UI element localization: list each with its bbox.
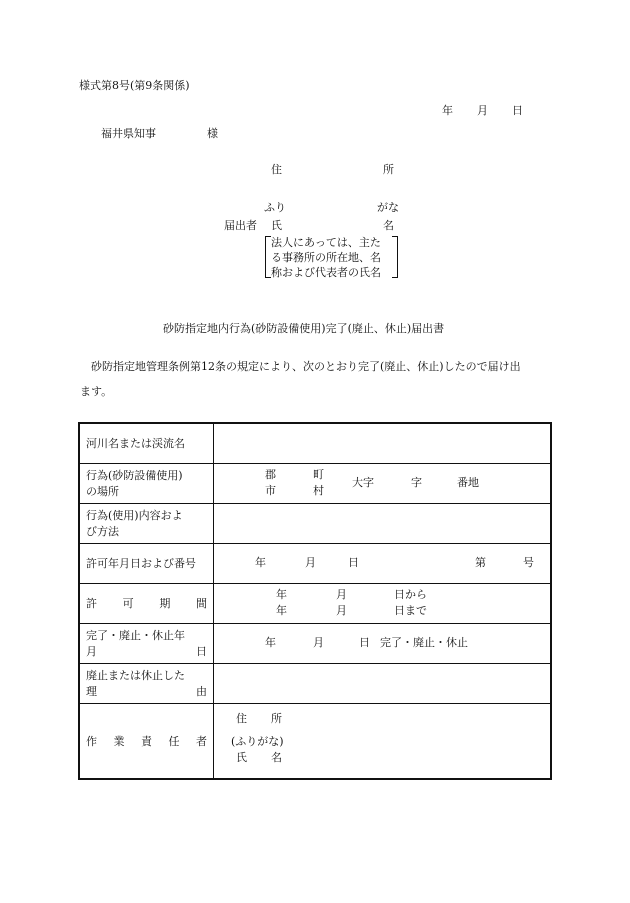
permit-period-value-cell[interactable] <box>214 583 552 623</box>
river-name-label-cell <box>79 423 214 463</box>
river-name-value-cell[interactable] <box>214 423 552 463</box>
table-row <box>79 423 551 463</box>
shi-label: 市 <box>265 483 276 497</box>
name-label-left: 氏 <box>271 219 282 232</box>
completion-date-value-cell[interactable] <box>214 623 552 663</box>
period-to-month-label: 月 <box>336 603 347 617</box>
table-row <box>79 463 551 503</box>
permit-period-label-cell <box>79 583 214 623</box>
supervisor-address-b: 所 <box>271 711 282 725</box>
name-label-right: 名 <box>383 219 394 232</box>
document-title: 砂防指定地内行為(砂防設備使用)完了(廃止、休止)届出書 <box>163 322 445 335</box>
oaza-label: 大字 <box>352 475 374 489</box>
location-label-cell <box>79 463 214 503</box>
table-row <box>79 543 551 583</box>
reason-label: 廃止または休止した 理 由 <box>86 669 207 698</box>
period-to-label: 日まで <box>394 603 427 617</box>
furigana-label-right: がな <box>377 201 399 214</box>
completion-day-label: 日 <box>359 635 370 649</box>
permit-month-label: 月 <box>305 555 316 569</box>
date-year-label: 年 <box>442 104 453 117</box>
permit-go-label: 号 <box>523 555 534 569</box>
body-text-line-2: ます。 <box>80 385 113 398</box>
mura-label: 村 <box>313 483 324 497</box>
period-to-year-label: 年 <box>276 603 287 617</box>
supervisor-address-a: 住 <box>236 711 247 725</box>
supervisor-label-cell <box>79 703 214 779</box>
form-number: 様式第8号(第9条関係) <box>79 79 190 92</box>
location-value-cell[interactable] <box>214 463 552 503</box>
furigana-label-left: ふり <box>264 201 286 214</box>
table-row <box>79 623 551 663</box>
aza-label: 字 <box>411 475 422 489</box>
honorific: 様 <box>207 127 218 140</box>
period-from-label: 日から <box>394 587 427 601</box>
table-row <box>79 663 551 703</box>
supervisor-label: 作 業 責 任 者 <box>86 734 207 748</box>
date-month-label: 月 <box>477 104 488 117</box>
supervisor-name-a: 氏 <box>236 750 247 764</box>
completion-month-label: 月 <box>313 635 324 649</box>
table-row <box>79 703 551 779</box>
content-label-cell <box>79 503 214 543</box>
river-name-label: 河川名または渓流名 <box>86 437 185 451</box>
permit-date-value-cell[interactable] <box>214 543 552 583</box>
corporate-note-line-1: 法人にあっては、主た <box>271 236 381 249</box>
permit-period-label: 許 可 期 間 <box>86 597 207 610</box>
completion-year-label: 年 <box>265 635 276 649</box>
table-row <box>79 503 551 543</box>
completion-date-label-cell <box>79 623 214 663</box>
period-from-month-label: 月 <box>336 587 347 601</box>
permit-year-label: 年 <box>255 555 266 569</box>
completion-status-label: 完了・廃止・休止 <box>380 635 468 649</box>
content-value-cell[interactable] <box>214 503 552 543</box>
period-from-year-label: 年 <box>276 587 287 601</box>
date-day-label: 日 <box>512 104 523 117</box>
supervisor-name-b: 名 <box>271 750 282 764</box>
location-label: 行為(砂防設備使用) の場所 <box>86 469 183 498</box>
permit-date-label-cell <box>79 543 214 583</box>
applicant-label: 届出者 <box>224 219 257 232</box>
table-row <box>79 583 551 623</box>
machi-label: 町 <box>313 467 324 481</box>
corporate-note-line-2: る事務所の所在地、名 <box>271 251 381 264</box>
permit-day-label: 日 <box>348 555 359 569</box>
supervisor-furigana: (ふりがな) <box>231 734 284 748</box>
addressee: 福井県知事 <box>101 127 156 140</box>
supervisor-value-cell[interactable] <box>214 703 552 779</box>
gun-label: 郡 <box>265 467 276 481</box>
address-label-left: 住 <box>271 163 282 176</box>
completion-date-label: 完了・廃止・休止年 月 日 <box>86 629 207 658</box>
reason-value-cell[interactable] <box>214 663 552 703</box>
corporate-note-line-3: 称および代表者の氏名 <box>271 266 381 279</box>
body-text-line-1: 砂防指定地管理条例第12条の規定により、次のとおり完了(廃止、休止)したので届け出 <box>91 360 521 373</box>
permit-date-label: 許可年月日および番号 <box>86 557 196 570</box>
content-label: 行為(使用)内容およ び方法 <box>86 509 183 538</box>
address-label-right: 所 <box>383 163 394 176</box>
banchi-label: 番地 <box>457 475 479 489</box>
permit-dai-label: 第 <box>475 555 486 569</box>
corporate-note <box>265 234 398 280</box>
form-table <box>78 422 552 780</box>
reason-label-cell <box>79 663 214 703</box>
